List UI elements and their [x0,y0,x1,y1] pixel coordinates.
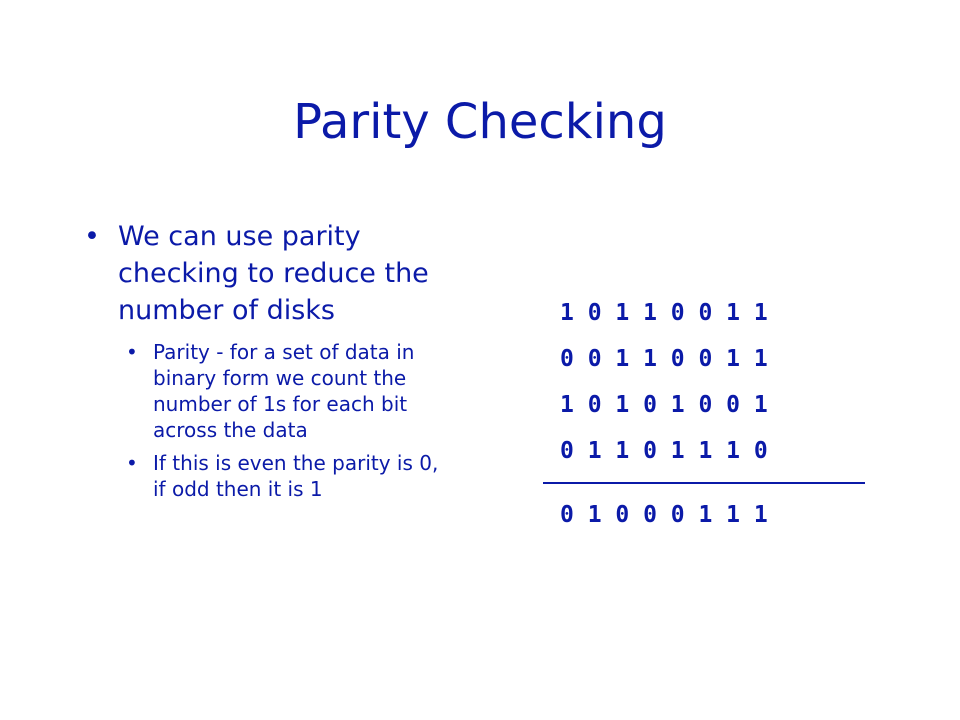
parity-result-row: 0 1 0 0 0 1 1 1 [560,502,768,528]
data-row: 1 0 1 1 0 0 1 1 [560,300,768,326]
sub-bullet-text: Parity - for a set of data in binary form we count the number of 1s for each bit across the data [153,340,415,442]
main-bullet [84,218,474,329]
sub-bullet-text: If this is even the parity is 0, if odd then it is 1 [153,451,439,501]
data-row: 0 0 1 1 0 0 1 1 [560,346,768,372]
parity-table [560,298,865,546]
bullet-dot: • [84,221,100,252]
sub-bullet [126,339,453,443]
data-row: 0 1 1 0 1 1 1 0 [560,438,768,464]
bullet-dot: • [126,340,138,364]
sub-bullet-list [84,339,474,502]
sum-divider-line [543,482,865,484]
bullet-dot: • [126,451,138,475]
main-bullet-text: We can use parity checking to reduce the number of disks [118,221,429,326]
sub-bullet [126,450,453,502]
data-row: 1 0 1 0 1 0 0 1 [560,392,768,418]
slide-title: Parity Checking [293,94,667,150]
bullet-list [84,218,474,509]
